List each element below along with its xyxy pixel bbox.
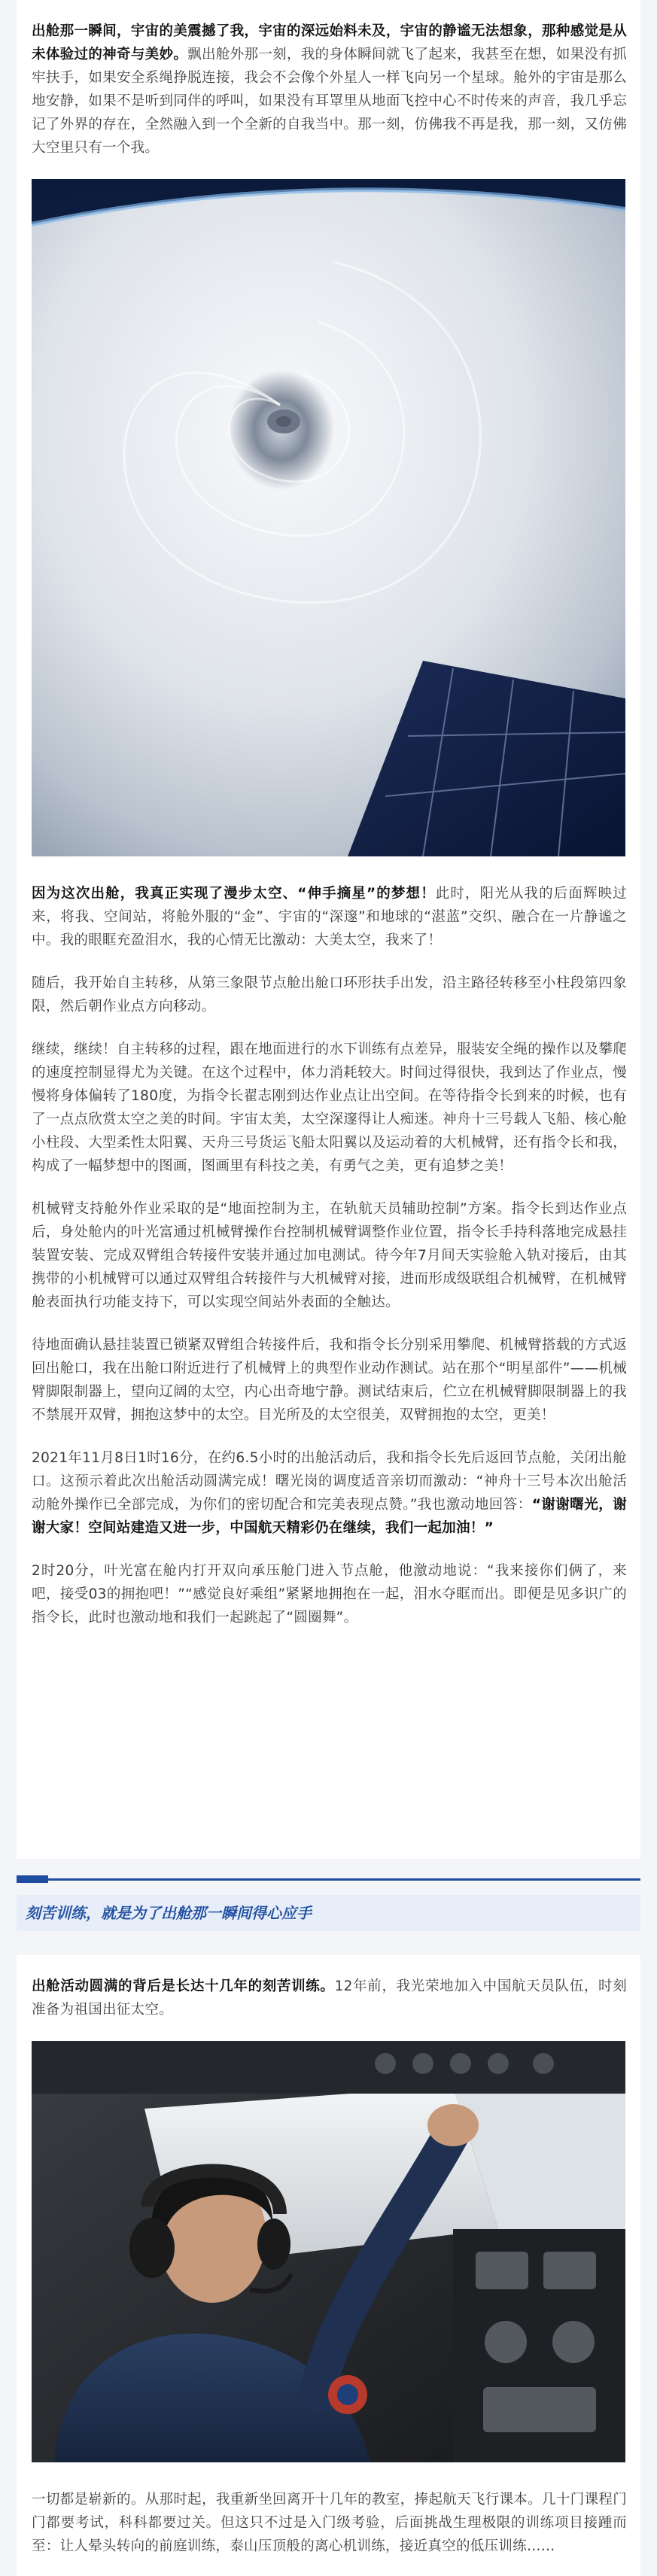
article-card-bottom: [17, 1955, 640, 2576]
section-title: 刻苦训练，就是为了出舱那一瞬间得心应手: [17, 1895, 640, 1931]
paragraph-6: 待地面确认悬挂装置已锁紧双臂组合转接件后，我和指令长分别采用攀爬、机械臂搭载的方式返回出舱口，我在出舱口附近进行了机械臂上的典型作业动作测试。站在那个“明星部件”——机械臂脚限制器上，望向辽阔的太空，内心出奇地宁静。测试结束后，伫立在机械臂脚限制器上的我不禁展开双臂，拥抱这梦中的太空。目光所及的太空很美，双臂拥抱的太空，更美！: [32, 1337, 627, 1423]
paragraph-2: [32, 882, 627, 952]
paragraph-10: 一切都是崭新的。从那时起，我重新坐回离开十几年的教室，捧起航天飞行课本。几十门课程门门都要考试，科科都要过关。但这只不过是入门级考验，后面挑战生理极限的训练项目接踵而至：让人晕头转向的前庭训练，泰山压顶般的离心机训练，接近真空的低压训练……: [32, 2492, 627, 2554]
section-divider-line: [17, 1878, 640, 1881]
paragraph-8: 2时20分，叶光富在舱内打开双向承压舱门进入节点舱，他激动地说：“我来接你们俩了，来吧，接受03的拥抱吧！”“感觉良好乘组”紧紧地拥抱在一起，泪水夺眶而出。即便是见多识广的指令长，此时也激动地和我们一起跳起了“圆圈舞”。: [32, 1563, 627, 1626]
paragraph-7-bold: “谢谢曙光，谢谢大家！空间站建造又进一步，中国航天精彩仍在继续，我们一起加油！”: [32, 1497, 627, 1536]
paragraph-2-bold: 因为这次出舱，我真正实现了漫步太空、“伸手摘星”的梦想！: [32, 886, 436, 902]
earth-typhoon-photo: [32, 179, 625, 856]
paragraph-5: 机械臂支持舱外作业采取的是“地面控制为主，在轨航天员辅助控制”方案。指令长到达作业点后，身处舱内的叶光富通过机械臂操作台控制机械臂调整作业位置，指令长手持科落地完成悬挂装置安装、完成双臂组合转接件安装并通过加电测试。待今年7月间天实验舱入轨对接后，由其携带的小机械臂可以通过双臂组合转接件与大机械臂对接，进而形成级联组合机械臂，在机械臂舱表面执行功能支持下，可以实现空间站外表面的全触达。: [32, 1201, 627, 1310]
paragraph-4: 继续，继续！自主转移的过程，跟在地面进行的水下训练有点差异，服装安全绳的操作以及攀爬的速度控制显得尤为关键。在这个过程中，体力消耗较大。时间过得很快，我到达了作业点，慢慢将身体偏转了180度，为指令长翟志刚到达作业点让出空间。在等待指令长到来的时候，也有了一点点欣赏太空之美的时间。宇宙太美，太空深邃得让人痴迷。神舟十三号载人飞船、核心舱小柱段、大型柔性太阳翼、天舟三号货运飞船太阳翼以及运动着的大机械臂，还有指令长和我，构成了一幅梦想中的图画，图画里有科技之美，有勇气之美，更有追梦之美！: [32, 1042, 627, 1174]
paragraph-9-bold: 出舱活动圆满的背后是长达十几年的刻苦训练。: [32, 1978, 335, 1994]
paragraph-7-text: 2021年11月8日1时16分，在约6.5小时的出舱活动后，我和指令长先后返回节点舱，关闭出舱口。这预示着此次出舱活动圆满完成！曙光岗的调度适音亲切而激动：“神舟十三号本次出舱活动舱外操作已全部完成，为你们的密切配合和完美表现点赞。”我也激动地回答：: [32, 1450, 627, 1513]
paragraph-1-text: 飘出舱外那一刻，我的身体瞬间就飞了起来，我甚至在想，如果没有抓牢扶手，如果安全系绳挣脱连接，我会不会像个外星人一样飞向另一个星球。舱外的宇宙是那么地安静，如果不是听到同伴的呼叫，如果没有耳罩里从地面飞控中心不时传来的声音，我几乎忘记了外界的存在，全然融入到一个全新的自我当中。那一刻，仿佛我不再是我，那一刻，又仿佛大空里只有一个我。: [32, 47, 627, 156]
paragraph-1-bold: 出舱那一瞬间，宇宙的美震撼了我，宇宙的深远始料未及，宇宙的静谧无法想象，那种感觉是从未体验过的神奇与美妙。: [32, 23, 627, 62]
paragraph-7: [32, 1446, 627, 1540]
section-divider-tab: [17, 1875, 48, 1883]
paragraph-9-text: 12年前，我光荣地加入中国航天员队伍，时刻准备为祖国出征太空。: [32, 1978, 628, 2018]
paragraph-2-text: 此时，阳光从我的后面辉映过来，将我、空间站，将舱外服的“金”、宇宙的“深邃”和地球的“湛蓝”交织、融合在一片静谧之中。我的眼眶充盈泪水，我的心情无比激动：大美太空，我来了！: [32, 886, 627, 948]
paragraph-1: [32, 20, 627, 160]
article-card-top: [17, 0, 640, 1859]
paragraph-9: [32, 1975, 627, 2021]
section-header: [17, 1872, 640, 1939]
paragraph-3: 随后，我开始自主转移，从第三象限节点舱出舱口环形扶手出发，沿主路径转移至小柱段第四象限，然后朝作业点方向移动。: [32, 975, 627, 1014]
astronaut-training-photo: [32, 2041, 625, 2462]
